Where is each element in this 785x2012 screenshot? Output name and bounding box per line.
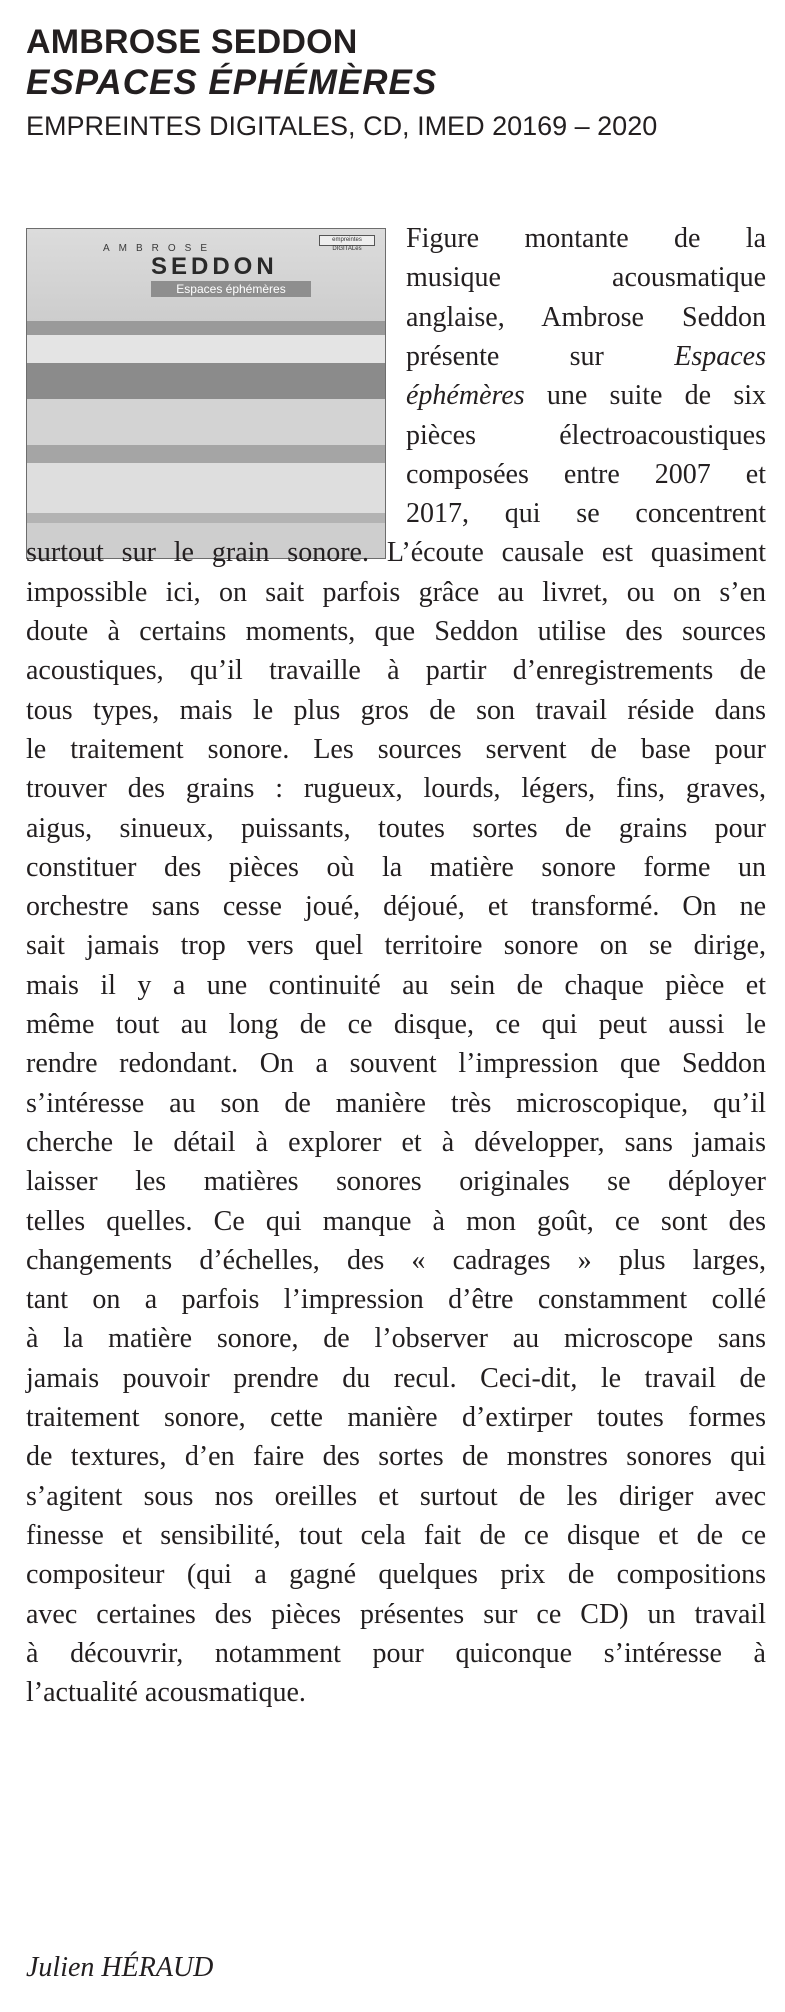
review-line: l’actualité acousmatique.: [26, 1677, 306, 1709]
cover-band: [27, 335, 385, 363]
review-author: Julien HÉRAUD: [26, 1952, 214, 1983]
cover-artist-last: SEDDON: [151, 253, 278, 280]
album-title-inline: éphémères: [406, 380, 525, 412]
review-line: 2017, qui se concentrent: [406, 498, 766, 530]
review-line: tant on a parfois l’impression d’être constamment collé: [26, 1284, 766, 1316]
review-line: aigus, sinueux, puissants, toutes sortes de grains pour: [26, 812, 766, 844]
review-line: musique acousmatique: [406, 262, 766, 294]
review-line: cherche le détail à explorer et à développer, sans jamais: [26, 1126, 766, 1158]
review-line: même tout au long de ce disque, ce qui peut aussi le: [26, 1009, 766, 1040]
review-line: telles quelles. Ce qui manque à mon goût, ce sont des: [26, 1205, 766, 1237]
review-line: constituer des pièces où la matière sonore forme un: [26, 851, 766, 883]
review-line: composées entre 2007 et: [406, 458, 766, 490]
cover-artist-first: AMBROSE: [103, 243, 217, 254]
cover-label-tag: empreintes DIGITALes: [319, 235, 375, 246]
review-line: présente sur Espaces: [406, 340, 766, 372]
album-title: ESPACES ÉPHÉMÈRES: [26, 63, 438, 102]
review-line: s’intéresse au son de manière très microscopique, qu’il: [26, 1087, 766, 1119]
review-line: finesse et sensibilité, tout cela fait de ce disque et de ce: [26, 1519, 766, 1551]
review-line: avec certaines des pièces présentes sur ce CD) un travail: [26, 1598, 766, 1630]
review-line: s’agitent sous nos oreilles et surtout de les diriger avec: [26, 1480, 766, 1512]
review-line: changements d’échelles, des « cadrages » plus larges,: [26, 1244, 766, 1276]
release-info: EMPREINTES DIGITALES, CD, IMED 20169 – 2020: [26, 111, 658, 141]
review-line: mais il y a une continuité au sein de chaque pièce et: [26, 969, 766, 1001]
review-line: pièces électroacoustiques: [406, 419, 766, 451]
cover-band: [27, 513, 385, 523]
album-title-inline: Espaces: [674, 340, 766, 372]
review-line: rendre redondant. On a souvent l’impression que Seddon: [26, 1048, 766, 1080]
cover-subtitle: Espaces éphémères: [151, 281, 311, 297]
review-line: traitement sonore, cette manière d’extirper toutes formes: [26, 1402, 766, 1433]
album-cover: [26, 228, 386, 559]
cover-band: [27, 399, 385, 445]
review-line: compositeur (qui a gagné quelques prix de compositions: [26, 1559, 766, 1591]
review-line: de textures, d’en faire des sortes de monstres sonores qui: [26, 1441, 766, 1473]
review-line: anglaise, Ambrose Seddon: [406, 301, 766, 333]
review-line: orchestre sans cesse joué, déjoué, et transformé. On ne: [26, 891, 766, 923]
review-line: acoustiques, qu’il travaille à partir d’enregistrements de: [26, 655, 766, 687]
review-line: surtout sur le grain sonore. L’écoute causale est quasiment: [26, 537, 766, 569]
review-line: doute à certains moments, que Seddon utilise des sources: [26, 616, 766, 647]
review-line: tous types, mais le plus gros de son travail réside dans: [26, 694, 766, 726]
review-line: trouver des grains : rugueux, lourds, légers, fins, graves,: [26, 773, 766, 805]
review-line: laisser les matières sonores originales se déployer: [26, 1166, 766, 1198]
cover-band: [27, 463, 385, 513]
review-line: jamais pouvoir prendre du recul. Ceci-dit, le travail de: [26, 1362, 766, 1394]
review-line: à la matière sonore, de l’observer au microscope sans: [26, 1323, 766, 1355]
review-line: impossible ici, on sait parfois grâce au livret, ou on s’en: [26, 576, 766, 608]
review-line: éphémères une suite de six: [406, 380, 766, 412]
review-line: sait jamais trop vers quel territoire sonore on se dirige,: [26, 930, 766, 962]
cover-band: [27, 363, 385, 399]
artist-name: AMBROSE SEDDON: [26, 23, 358, 61]
review-header: [26, 22, 766, 144]
review-line: à découvrir, notamment pour quiconque s’intéresse à: [26, 1637, 766, 1669]
cover-band: [27, 445, 385, 463]
review-line: le traitement sonore. Les sources servent de base pour: [26, 733, 766, 765]
cover-band: [27, 321, 385, 335]
review-line: Figure montante de la: [406, 223, 766, 254]
